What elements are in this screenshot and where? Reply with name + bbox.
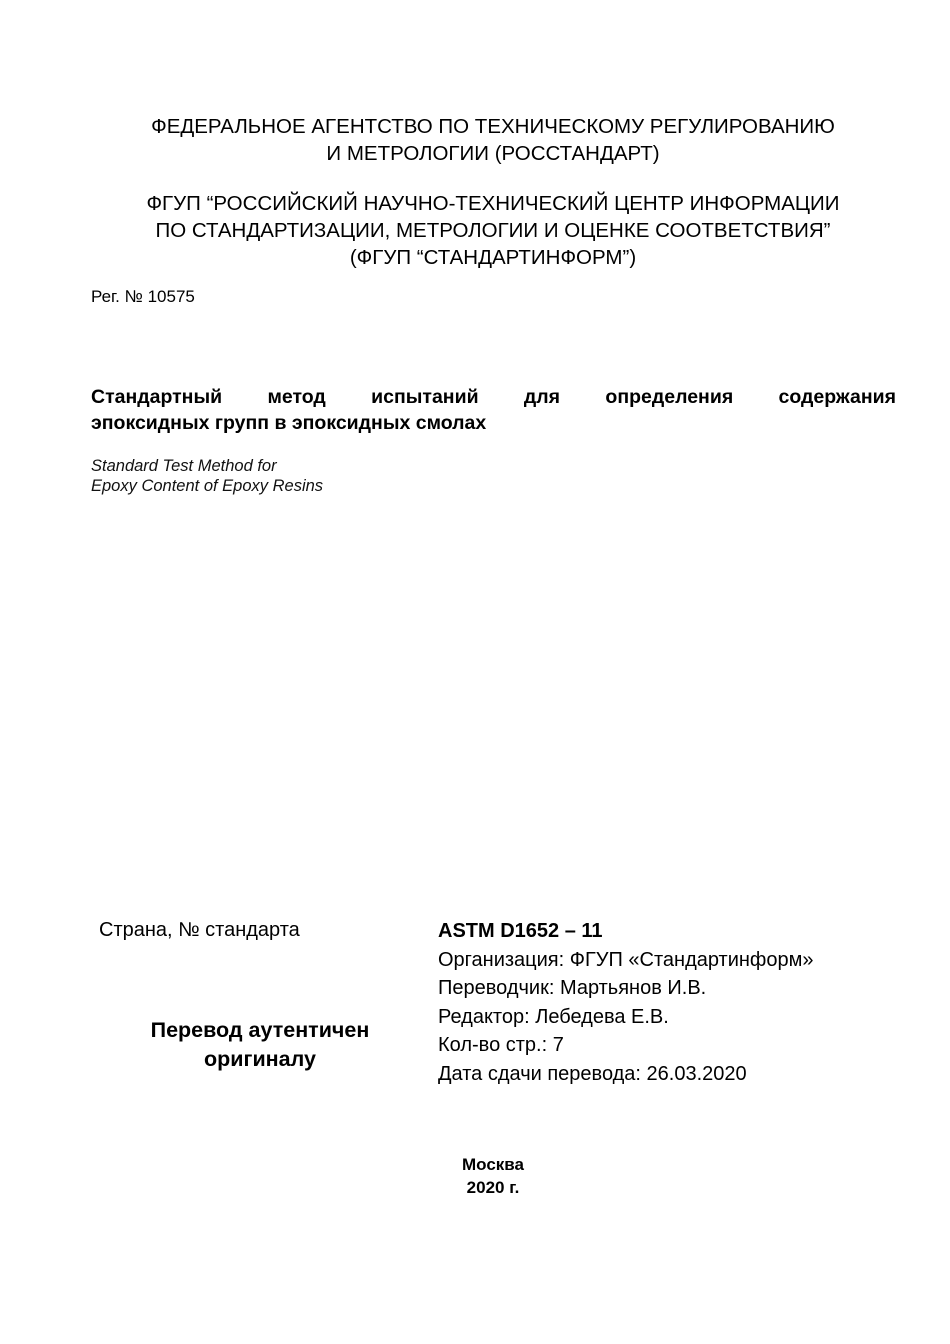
organization-field: Организация: ФГУП «Стандартинформ» [438, 948, 814, 971]
agency-heading [60, 113, 926, 167]
authentic-translation-note [120, 1016, 400, 1074]
center-line-3: (ФГУП “СТАНДАРТИНФОРМ”) [349, 246, 637, 269]
footer-year: 2020 г. [466, 1178, 520, 1197]
agency-line-2: И МЕТРОЛОГИИ (РОССТАНДАРТ) [326, 142, 660, 165]
center-heading [60, 190, 926, 271]
title-ru-line-2: эпоксидных групп в эпоксидных смолах [91, 412, 487, 434]
publication-place-year [393, 1153, 593, 1199]
footer-city: Москва [462, 1155, 524, 1174]
document-title-ru [91, 384, 896, 436]
document-title-en [91, 456, 323, 496]
authentic-line-2: оригиналу [204, 1047, 316, 1071]
title-en-line-1: Standard Test Method for [91, 457, 277, 475]
agency-line-1: ФЕДЕРАЛЬНОЕ АГЕНТСТВО ПО ТЕХНИЧЕСКОМУ РЕГУЛИРОВАНИЮ [151, 115, 835, 138]
country-standard-label: Страна, № стандарта [99, 919, 300, 941]
title-ru-line-1: Стандартный метод испытаний для определения содержания [91, 386, 896, 408]
editor-field: Редактор: Лебедева Е.В. [438, 1005, 669, 1028]
title-en-line-2: Epoxy Content of Epoxy Resins [91, 477, 324, 495]
page-count-field: Кол-во стр.: 7 [438, 1034, 564, 1056]
submission-date-field: Дата сдачи перевода: 26.03.2020 [438, 1062, 747, 1085]
authentic-line-1: Перевод аутентичен [150, 1018, 370, 1042]
center-line-1: ФГУП “РОССИЙСКИЙ НАУЧНО-ТЕХНИЧЕСКИЙ ЦЕНТР ИНФОРМАЦИИ [146, 192, 840, 215]
registration-number: Рег. № 10575 [91, 287, 195, 306]
translator-field: Переводчик: Мартьянов И.В. [438, 977, 707, 999]
center-line-2: ПО СТАНДАРТИЗАЦИИ, МЕТРОЛОГИИ И ОЦЕНКЕ СООТВЕТСТВИЯ” [155, 219, 831, 242]
standard-number: ASTM D1652 – 11 [438, 920, 603, 942]
translation-details [438, 917, 814, 1088]
